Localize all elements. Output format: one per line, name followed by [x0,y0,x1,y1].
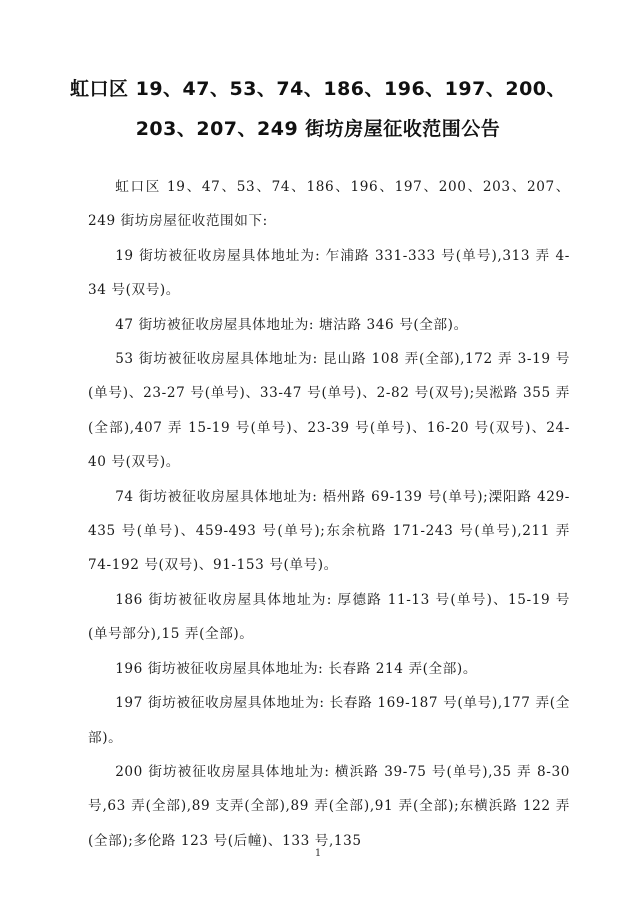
title-line-2: 203、207、249 街坊房屋征收范围公告 [135,118,501,140]
title-line-1: 虹口区 19、47、53、74、186、196、197、200、 [69,78,567,100]
paragraph-block-186: 186 街坊被征收房屋具体地址为: 厚德路 11-13 号(单号)、15-19 号(单号部分),15 弄(全部)。 [88,591,570,643]
paragraph-block-74: 74 街坊被征收房屋具体地址为: 梧州路 69-139 号(单号);溧阳路 429-435 号(单号)、459-493 号(单号);东余杭路 171-243 号(单号),211 弄 74-192 号(双号)、91-153 号(单号)。 [88,488,570,574]
paragraph-block-200: 200 街坊被征收房屋具体地址为: 横浜路 39-75 号(单号),35 弄 8-30 号,63 弄(全部),89 支弄(全部),89 弄(全部),91 弄(全部);东横浜路 122 弄(全部);多伦路 123 号(后幢)、133 号,135 [88,763,570,849]
paragraph-block-196: 196 街坊被征收房屋具体地址为: 长春路 214 弄(全部)。 [115,660,478,677]
document-body [88,170,570,858]
page-number: 1 [314,848,322,859]
paragraph-block-197: 197 街坊被征收房屋具体地址为: 长春路 169-187 号(单号),177 弄(全部)。 [88,695,570,746]
paragraph-block-47: 47 街坊被征收房屋具体地址为: 塘沽路 346 号(全部)。 [115,316,468,333]
paragraph-block-19: 19 街坊被征收房屋具体地址为: 乍浦路 331-333 号(单号),313 弄 4-34 号(双号)。 [88,247,570,299]
intro-paragraph: 虹口区 19、47、53、74、186、196、197、200、203、207、249 街坊房屋征收范围如下: [88,179,570,230]
paragraph-block-53: 53 街坊被征收房屋具体地址为: 昆山路 108 弄(全部),172 弄 3-19 号(单号)、23-27 号(单号)、33-47 号(单号)、2-82 号(双号);吴淞路 355 弄(全部),407 弄 15-19 号(单号)、23-39 号(单号)、16-20 号(双号)、24-40 号(双号)。 [88,351,570,471]
